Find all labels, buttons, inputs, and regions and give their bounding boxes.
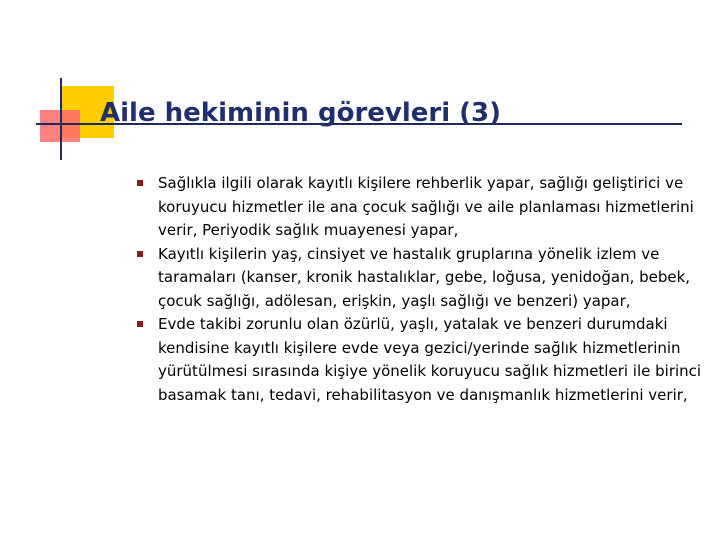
- slide-title: Aile hekiminin görevleri (3): [100, 98, 502, 128]
- decorative-vertical-line: [60, 78, 62, 160]
- square-bullet-icon: [137, 321, 143, 327]
- square-bullet-icon: [137, 251, 143, 257]
- bullet-list: [134, 172, 704, 407]
- bullet-item: [134, 172, 704, 243]
- bullet-item: [134, 313, 704, 407]
- bullet-item: [134, 243, 704, 314]
- bullet-text: Sağlıkla ilgili olarak kayıtlı kişilere rehberlik yapar, sağlığı geliştirici ve koruyucu hizmetler ile ana çocuk sağlığı ve aile planlaması hizmetlerini verir, Periyodik sağlık muayenesi yapar,: [158, 174, 694, 239]
- bullet-text: Kayıtlı kişilerin yaş, cinsiyet ve hastalık gruplarına yönelik izlem ve taramaları (kanser, kronik hastalıklar, gebe, loğusa, yenidoğan, bebek, çocuk sağlığı, adölesan, erişkin, yaşlı sağlığı ve benzeri) yapar,: [158, 244, 691, 310]
- square-bullet-icon: [137, 180, 143, 186]
- bullet-text: Evde takibi zorunlu olan özürlü, yaşlı, yatalak ve benzeri durumdaki kendisine kayıtlı kişilere evde veya gezici/yerinde sağlık hizmetlerinin yürütülmesi sırasında kişiye yönelik koruyucu sağlık hizmetleri ile birinci basamak tanı, tedavi, rehabilitasyon ve danışmanlık hizmetlerini verir,: [158, 315, 702, 404]
